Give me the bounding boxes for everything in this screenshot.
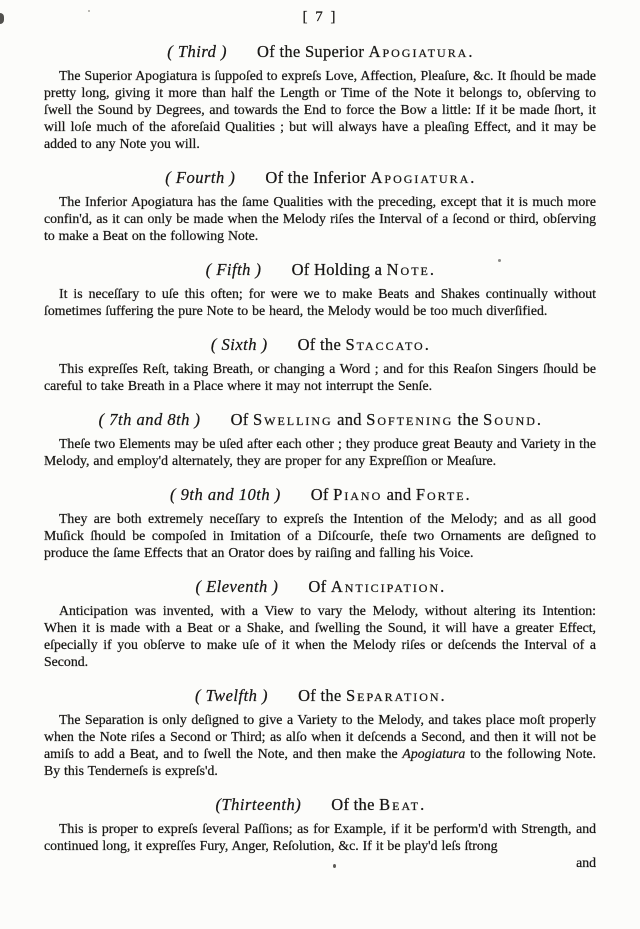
page-number: [ 7 ] [302, 9, 338, 25]
title-text: . [465, 485, 470, 504]
title-text: . [420, 795, 425, 814]
body-text: The Superior Apogiatura is ſuppoſed to expreſs Love, Affection, Pleaſure, &c. It ſhould be made pretty long, giving it more than half the Length or Time of the Note it belongs to, obſerving to ſwell the Sound by Degrees, and towards the End to force the Bow a little: If it be made ſhort, it will loſe much of the aforeſaid Qualities ; but will always have a pleaſing Effect, and it may be added to any Note you will. [44, 68, 596, 151]
section-paragraph [44, 820, 596, 854]
section [44, 795, 596, 854]
title-smallcaps-text: Softening [366, 410, 454, 429]
section-paragraph [44, 67, 596, 152]
section-label: ( Sixth ) [210, 335, 268, 354]
body-text: to the following Note. By this Tenderneſs is expreſs'd. [44, 746, 596, 778]
section-heading [44, 485, 596, 505]
section-heading [44, 260, 596, 280]
section-label: ( Eleventh ) [195, 577, 279, 596]
section-title [231, 410, 542, 430]
title-text: . [424, 335, 430, 354]
section-label: ( Fourth ) [165, 168, 236, 187]
title-text: . [440, 577, 445, 596]
title-text: . [536, 410, 542, 429]
sections-container [44, 42, 596, 854]
section [44, 410, 596, 469]
section-title [308, 577, 444, 597]
section-paragraph [44, 360, 596, 394]
section-title [265, 168, 474, 188]
title-text: Of the [297, 335, 346, 354]
section [44, 485, 596, 561]
section-paragraph [44, 193, 596, 244]
page-content [44, 0, 596, 854]
title-text: . [468, 42, 473, 61]
title-smallcaps-text: Apogiatura [368, 42, 469, 61]
section [44, 686, 596, 779]
section-paragraph [44, 435, 596, 469]
section-heading [44, 686, 596, 706]
title-text: and [332, 410, 367, 429]
section-paragraph [44, 285, 596, 319]
title-text: . [440, 686, 445, 705]
title-text: the [453, 410, 484, 429]
title-text: Of [230, 410, 253, 429]
title-smallcaps-text: Sound [483, 410, 537, 429]
section-paragraph [44, 711, 596, 779]
body-text: Anticipation was invented, with a View to vary the Melody, without altering its Intention: When it is made with a Beat or a Shake, and ſwelling the Sound, it will have a greater Effect, eſpecially if you obſerve to make uſe of it when the Melody riſes or deſcends the Interval of a Second. [44, 603, 596, 669]
section-label: ( 9th and 10th ) [170, 485, 281, 504]
section [44, 260, 596, 319]
section-heading [44, 795, 596, 815]
section-title [298, 686, 445, 706]
title-smallcaps-text: Staccato [345, 335, 425, 354]
title-text: . [429, 260, 435, 279]
section-title [257, 42, 473, 62]
title-smallcaps-text: Note [386, 260, 430, 279]
body-italic-text: Apogiatura [402, 746, 466, 761]
title-smallcaps-text: Beat [379, 795, 421, 814]
section-heading [44, 577, 596, 597]
section-title [292, 260, 435, 280]
body-text: It is neceſſary to uſe this often; for were we to make Beats and Shakes continually without ſometimes ſuffering the pure Note to be heard, the Melody would be too much diverſified. [44, 286, 596, 318]
title-text: . [470, 168, 475, 187]
section-label: ( Fifth ) [205, 260, 262, 279]
title-text: Of the [298, 686, 346, 705]
title-text: and [382, 485, 416, 504]
section-title [298, 335, 430, 355]
section [44, 42, 596, 152]
title-text: Of Holding a [291, 260, 387, 279]
body-text: This expreſſes Reſt, taking Breath, or changing a Word ; and for this Reaſon Singers ſhould be careful to take Breath in a Place where it may not interrupt the Senſe. [44, 361, 596, 393]
section-paragraph [44, 602, 596, 670]
title-smallcaps-text: Anticipation [330, 577, 441, 596]
title-smallcaps-text: Apogiatura [370, 168, 471, 187]
section-heading [44, 335, 596, 355]
body-text: Theſe two Elements may be uſed after each other ; they produce great Beauty and Variety in the Melody, and employ'd alternately, they are proper for any Expreſſion or Meaſure. [44, 436, 596, 468]
title-smallcaps-text: Swelling [253, 410, 333, 429]
title-smallcaps-text: Forte [415, 485, 466, 504]
body-text: The Separation is only deſigned to give a Variety to the Melody, and takes place moſt properly when the Note riſes a Second or Third; as alſo when it deſcends a Second, and then it will not be amiſs to add a Beat, and to ſwell the Note, and then make the [44, 712, 596, 761]
section-title [331, 795, 424, 815]
body-text: The Inferior Apogiatura has the ſame Qualities with the preceding, except that it is much more confin'd, as it can only be made when the Melody riſes the Interval of a ſecond or third, obſerving to make a Beat on the following Note. [44, 194, 596, 243]
section-paragraph [44, 510, 596, 561]
scan-edge-mark [0, 13, 4, 24]
section-title [311, 485, 470, 505]
section-heading [44, 42, 596, 62]
section [44, 335, 596, 394]
section-label: ( Twelfth ) [195, 686, 269, 705]
body-text: They are both extremely neceſſary to expreſs the Intention of the Melody; and as all good Muſick ſhould be compoſed in Imitation of a Diſcourſe, theſe two Ornaments are deſigned to produce the ſame Effects that an Orator does by raiſing and falling his Voice. [44, 511, 596, 560]
section-label: ( Third ) [167, 42, 228, 61]
section [44, 168, 596, 244]
title-text: Of the [331, 795, 380, 814]
section-heading [44, 410, 596, 430]
title-text: Of [310, 485, 334, 504]
title-text: Of the Inferior [265, 168, 371, 187]
section-label: ( 7th and 8th ) [98, 410, 201, 429]
title-smallcaps-text: Piano [333, 485, 383, 504]
title-text: Of the Superior [257, 42, 369, 61]
section-label: (Thirteenth) [215, 795, 302, 814]
title-text: Of [308, 577, 331, 596]
section-heading [44, 168, 596, 188]
body-text: This is proper to expreſs ſeveral Paſſions; as for Example, if it be perform'd with Strength, and continued long, it expreſſes Fury, Anger, Reſolution, &c. If it be play'd leſs ſtrong [44, 821, 596, 853]
section [44, 577, 596, 670]
title-smallcaps-text: Separation [345, 686, 441, 705]
catchword: and [576, 855, 596, 870]
